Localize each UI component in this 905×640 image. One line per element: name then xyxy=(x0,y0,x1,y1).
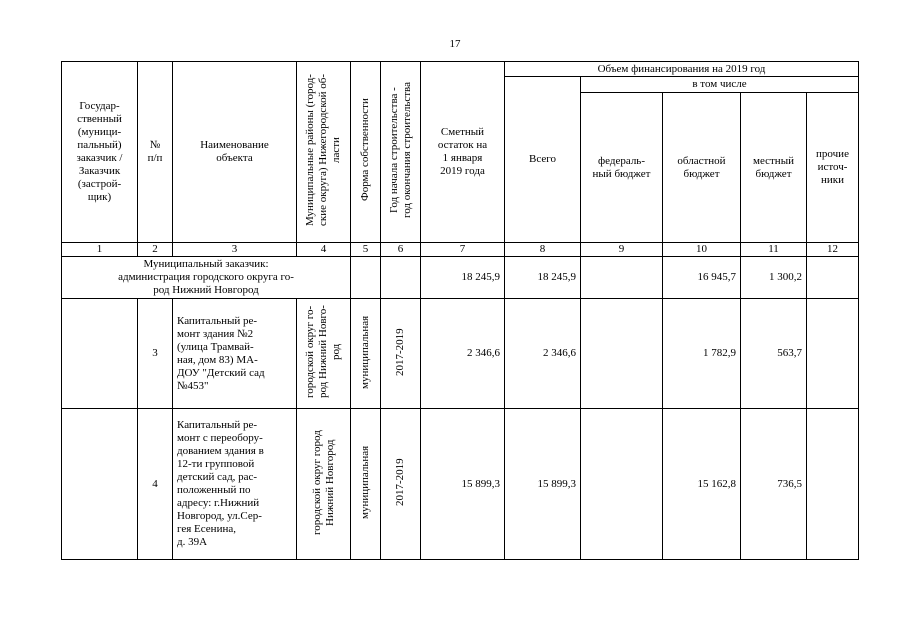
row-regional: 1 782,9 xyxy=(663,299,741,409)
summary-ownership-cell xyxy=(351,257,381,299)
column-number: 5 xyxy=(351,243,381,257)
column-numbers-row xyxy=(62,243,859,257)
row-estimate: 15 899,3 xyxy=(421,409,505,560)
table-row xyxy=(62,299,859,409)
header-years: Год начала строительства - год окончания строительства xyxy=(381,62,421,243)
row-ownership: муниципальная xyxy=(351,409,381,560)
header-districts: Муниципальные районы (город- ские округа) Нижегородской об- ласти xyxy=(297,62,351,243)
summary-years-cell xyxy=(381,257,421,299)
column-number: 10 xyxy=(663,243,741,257)
header-ownership: Форма собственности xyxy=(351,62,381,243)
page-number: 17 xyxy=(449,38,461,50)
header-object-name: Наименование объекта xyxy=(173,62,297,243)
row-customer-cell xyxy=(62,409,138,560)
summary-local: 1 300,2 xyxy=(741,257,807,299)
header-local: местный бюджет xyxy=(741,93,807,243)
header-estimate-balance: Сметный остаток на 1 января 2019 года xyxy=(421,62,505,243)
header-total: Всего xyxy=(505,77,581,243)
summary-total: 18 245,9 xyxy=(505,257,581,299)
column-number: 7 xyxy=(421,243,505,257)
row-years: 2017-2019 xyxy=(381,409,421,560)
row-object-name: Капитальный ре- монт здания №2 (улица Трамвай- ная, дом 83) МА- ДОУ "Детский сад №453" xyxy=(173,299,297,409)
header-federal: федераль- ный бюджет xyxy=(581,93,663,243)
row-years: 2017-2019 xyxy=(381,299,421,409)
row-regional: 15 162,8 xyxy=(663,409,741,560)
column-number: 12 xyxy=(807,243,859,257)
summary-estimate: 18 245,9 xyxy=(421,257,505,299)
summary-regional: 16 945,7 xyxy=(663,257,741,299)
row-num: 4 xyxy=(138,409,173,560)
row-other xyxy=(807,409,859,560)
column-number: 8 xyxy=(505,243,581,257)
column-number: 6 xyxy=(381,243,421,257)
header-other: прочие источ- ники xyxy=(807,93,859,243)
summary-other xyxy=(807,257,859,299)
row-federal xyxy=(581,299,663,409)
row-object-name: Капитальный ре- монт с переобору- дованием здания в 12-ти групповой детский сад, рас- положенный по адресу: г.Нижний Новгород, ул.Сер- гея Есенина, д. 39А xyxy=(173,409,297,560)
column-number: 3 xyxy=(173,243,297,257)
row-customer-cell xyxy=(62,299,138,409)
financing-table xyxy=(61,61,859,560)
header-including: в том числе xyxy=(581,77,859,93)
row-total: 15 899,3 xyxy=(505,409,581,560)
column-number: 1 xyxy=(62,243,138,257)
header-customer: Государ- ственный (муници- пальный) заказчик / Заказчик (застрой- щик) xyxy=(62,62,138,243)
row-estimate: 2 346,6 xyxy=(421,299,505,409)
header-financing-title: Объем финансирования на 2019 год xyxy=(505,62,859,77)
summary-label: Муниципальный заказчик: администрация городского округа го- род Нижний Новгород xyxy=(62,257,351,299)
column-number: 11 xyxy=(741,243,807,257)
row-other xyxy=(807,299,859,409)
column-number: 2 xyxy=(138,243,173,257)
summary-row xyxy=(62,257,859,299)
column-number: 4 xyxy=(297,243,351,257)
row-total: 2 346,6 xyxy=(505,299,581,409)
row-district: городской округ город Нижний Новгород xyxy=(297,409,351,560)
row-local: 736,5 xyxy=(741,409,807,560)
row-ownership: муниципальная xyxy=(351,299,381,409)
row-num: 3 xyxy=(138,299,173,409)
row-local: 563,7 xyxy=(741,299,807,409)
row-federal xyxy=(581,409,663,560)
header-regional: областной бюджет xyxy=(663,93,741,243)
table-row xyxy=(62,409,859,560)
header-num: № п/п xyxy=(138,62,173,243)
summary-federal xyxy=(581,257,663,299)
row-district: городской округ го- род Нижний Новго- род xyxy=(297,299,351,409)
column-number: 9 xyxy=(581,243,663,257)
